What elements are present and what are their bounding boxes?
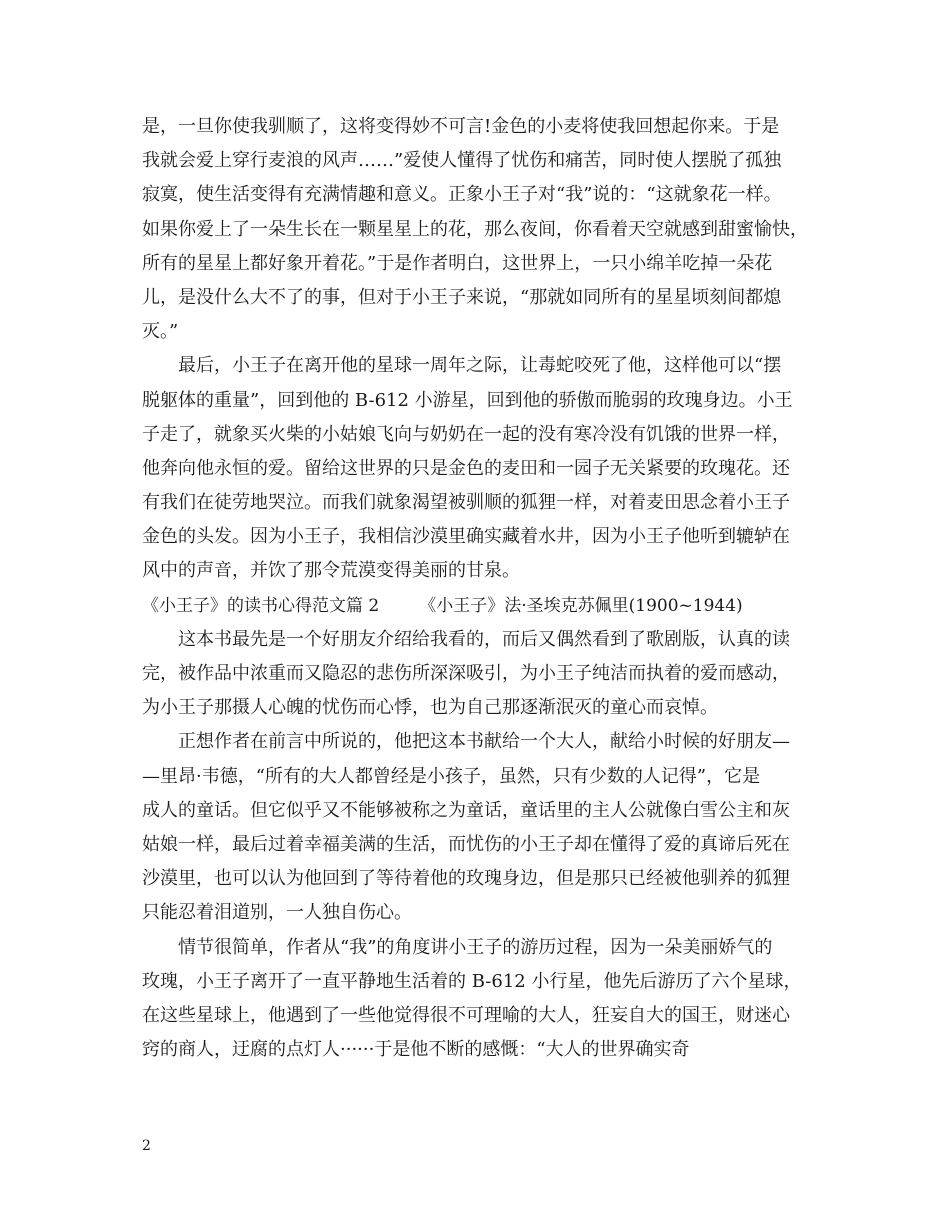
text-line: 是，一旦你使我驯顺了，这将变得妙不可言!金色的小麦将使我回想起你来。于是 <box>142 116 780 137</box>
section-subtitle: 《小王子》法·圣埃克苏佩里(1900~1944) <box>419 595 743 616</box>
text-line: 所有的星星上都好象开着花。”于是作者明白，这世界上，一只小绵羊吃掉一朵花 <box>142 252 773 274</box>
text-line: 姑娘一样，最后过着幸福美满的生活，而忧伤的小王子却在懂得了爱的真谛后死在 <box>142 833 790 855</box>
text-line: 只能忍着泪道别，一人独自伤心。 <box>142 902 412 924</box>
text-line: 正想作者在前言中所说的，他把这本书献给一个大人，献给小时候的好朋友— <box>178 731 790 753</box>
text-line: 儿，是没什么大不了的事，但对于小王子来说，“那就如同所有的星星顷刻间都熄 <box>142 286 782 308</box>
text-line: 风中的声音，并饮了那令荒漠变得美丽的甘泉。 <box>142 560 520 582</box>
paragraph-3 <box>142 623 842 726</box>
text-line: 有我们在徒劳地哭泣。而我们就象渴望被驯顺的狐狸一样，对着麦田思念着小王子 <box>142 492 790 514</box>
text-line: 子走了，就象买火柴的小姑娘飞向与奶奶在一起的没有寒冷没有饥饿的世界一样， <box>142 423 790 445</box>
page-number: 2 <box>142 1138 151 1154</box>
text-line: 我就会爱上穿行麦浪的风声……”爱使人懂得了忧伤和痛苦，同时使人摆脱了孤独 <box>142 150 782 172</box>
section-title: 《小王子》的读书心得范文篇 2 <box>142 595 380 616</box>
text-line: 这本书最先是一个好朋友介绍给我看的，而后又偶然看到了歌剧版，认真的读 <box>178 628 790 650</box>
text-line: 他奔向他永恒的爱。留给这世界的只是金色的麦田和一园子无关紧要的玫瑰花。还 <box>142 457 790 479</box>
text-line: 如果你爱上了一朵生长在一颗星星上的花，那么夜间，你看着天空就感到甜蜜愉快， <box>142 218 808 240</box>
text-line: 最后，小王子在离开他的星球一周年之际，让毒蛇咬死了他，这样他可以“摆 <box>178 355 782 377</box>
document-body <box>142 110 842 1067</box>
text-line: 完，被作品中浓重而又隐忍的悲伤所深深吸引，为小王子纯洁而执着的爱而感动， <box>142 663 790 684</box>
paragraph-4 <box>142 725 842 930</box>
text-line: —里昂·韦德，“所有的大人都曾经是小孩子，虽然，只有少数的人记得”，它是 <box>142 765 761 787</box>
section-heading <box>142 589 842 623</box>
paragraph-5 <box>142 931 842 1068</box>
text-line: 灭。” <box>142 321 179 343</box>
text-line: 为小王子那摄人心魄的忧伤而心悸，也为自己那逐渐泯灭的童心而哀悼。 <box>142 697 718 719</box>
text-line: 在这些星球上，他遇到了一些他觉得很不可理喻的大人，狂妄自大的国王，财迷心 <box>142 1004 790 1026</box>
text-line: 成人的童话。但它似乎又不能够被称之为童话，童话里的主人公就像白雪公主和灰 <box>142 799 790 821</box>
text-line: 情节很简单，作者从“我”的角度讲小王子的游历过程，因为一朵美丽娇气的 <box>178 936 773 958</box>
text-line: 窍的商人，迂腐的点灯人······于是他不断的感慨：“大人的世界确实奇 <box>142 1039 690 1061</box>
text-line: 脱躯体的重量”，回到他的 B-612 小游星，回到他的骄傲而脆弱的玫瑰身边。小王 <box>142 389 793 411</box>
paragraph-1 <box>142 110 842 349</box>
text-line: 寂寞，使生活变得有充满情趣和意义。正象小王子对“我”说的：“这就象花一样。 <box>142 184 782 206</box>
text-line: 沙漠里，也可以认为他回到了等待着他的玫瑰身边，但是那只已经被他驯养的狐狸 <box>142 868 790 890</box>
paragraph-2 <box>142 349 842 588</box>
text-line: 金色的头发。因为小王子，我相信沙漠里确实藏着水井，因为小王子他听到辘轳在 <box>142 526 790 548</box>
text-line: 玫瑰，小王子离开了一直平静地生活着的 B-612 小行星，他先后游历了六个星球， <box>142 970 802 992</box>
